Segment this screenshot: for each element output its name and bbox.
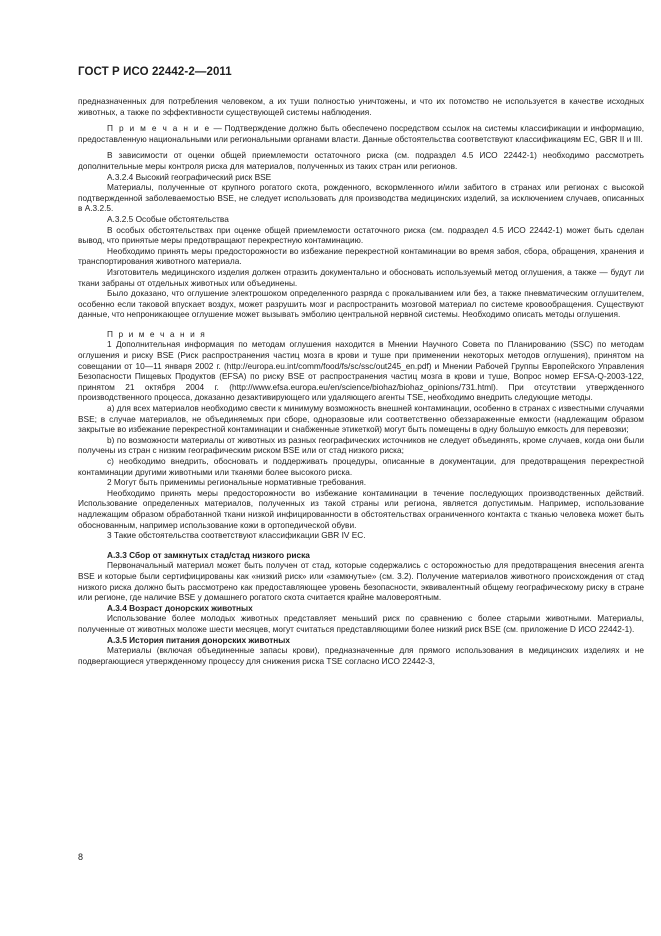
note-item-1a: а) для всех материалов необходимо свести к минимуму возможность внешней контаминации, особенно в странах с известными случаями BSE; в случае материалов, не объединяемых при сборе, одноразовые или соответственно обеззараженные емкости (надлежащим образом закрытые во избежание перекрестной контаминации и снабженные этикеткой) могут быть помещены в одну большую емкость для перевозки; <box>78 403 644 435</box>
note-item-1: 1 Дополнительная информация по методам оглушения находится в Мнении Научного Совета по Планированию (SSC) по методам оглушения и риску BSE (Риск распространения частиц мозга в крови и туше при применении некоторых методов оглушения), принятом на совещании от 10—11 января 2002 г. (http://europa.eu.int/comm/food/fs/sc/ssc/out245_en.pdf) и Мнении Рабочей Группы Европейского Управления Безопасности Пищевых Продуктов (EFSA) по риску BSE от распространения частиц мозга в крови и туше, Вопрос номер EFSA-Q-2003-122, принятом 21 октября 2004 г. (http://www.efsa.europa.eu/en/science/biohaz/biohaz_opinions/731.html). При отсутствии утвержденного производственного процесса, доказанно дезактивирующего или удаляющего агенты TSE, необходимо внедрить следующие методы. <box>78 339 644 403</box>
section-heading-a34: А.3.4 Возраст донорских животных <box>107 602 253 613</box>
note-text: — Подтверждение должно быть обеспечено посредством ссылок на системы классификации и информацию, предоставленную национальными или региональными органами власти. Данные обстоятельства соответствуют классификациям EC, GBR II и III. <box>78 123 644 144</box>
note-item-2: 2 Могут быть применимы региональные нормативные требования. <box>107 477 367 488</box>
note-item-1c: c) необходимо внедрить, обосновать и поддерживать процедуры, описанные в документации, для предотвращения перекрестной контаминации другими животными или тканями более высокого риска. <box>78 456 644 477</box>
paragraph: Было доказано, что оглушение электрошоком определенного разряда с прокалыванием или без, а также пневматическим оглушителем, особенно если таковой впускает воздух, может разрушить мозг и распространить мозговой материал по системе кровообращения. Существуют данные, что непроникающее оглушение может вызывать эмболию центральной нервной системы. Необходимо описать методы оглушения. <box>78 288 644 320</box>
paragraph: Первоначальный материал может быть получен от стад, которые содержались с осторожностью для предотвращения внесения агента BSE и которые были сертифицированы как «низкий риск» или «замкнутые» (см. 3.2). Получение материалов животного происхождения от стад низкого риска должно быть рассмотрено как предоставляющее уровень безопасности, эквивалентный общему географическому риску в стране или регионе, где наличие BSE у домашнего рогатого скота считается крайне маловероятным. <box>78 560 644 603</box>
paragraph: В зависимости от оценки общей приемлемости остаточного риска (см. подраздел 4.5 ИСО 22442-1) необходимо рассмотреть дополнительные меры контроля риска для материалов, полученных из таких стран или регионов. <box>78 150 644 171</box>
note <box>78 123 644 144</box>
paragraph: Изготовитель медицинского изделия должен отразить документально и обосновать используемый метод оглушения, а также — будут ли ткани забраны от отдельных животных или объединены. <box>78 266 644 288</box>
section-heading-a33: А.3.3 Сбор от замкнутых стад/стад низкого риска <box>107 549 310 560</box>
note-item-1b: b) по возможности материалы от животных из разных географических источников не следует объединять, кроме случаев, когда они были получены из стран с низким географическим риском BSE или от стад низкого риска; <box>78 434 644 456</box>
paragraph: Материалы (включая объединенные запасы крови), предназначенные для прямого использования в медицинских изделиях и не подвергающиеся утвержденному процессу для снижения риска TSE согласно ИСО 22442-3, <box>78 645 644 666</box>
paragraph: предназначенных для потребления человеком, а их туши полностью уничтожены, и что их потомство не используется в качестве исходных животных, а также по эффективности существующей системы наблюдения. <box>78 96 644 117</box>
section-heading-a324: А.3.2.4 Высокий географический риск BSE <box>107 171 272 182</box>
note-paragraph: Необходимо принять меры предосторожности во избежание контаминации в течение последующих производственных действий. Использование определенных материалов, полученных из такой страны или региона, является допустимым. Например, использование надлежащим образом обработанной ткани низкой инфицированности в обстоятельствах ограниченного контакта с тканью человека может быть обоснованным, например использование кожи в ортопедической обуви. <box>78 487 644 530</box>
section-heading-a325: А.3.2.5 Особые обстоятельства <box>107 213 229 224</box>
note-item-3: 3 Такие обстоятельства соответствуют классификации GBR IV EC. <box>107 530 366 541</box>
page-number: 8 <box>78 852 84 862</box>
paragraph: В особых обстоятельствах при оценке общей приемлемости остаточного риска (см. подраздел 4.5 ИСО 22442-1) может быть сделан вывод, что принятые меры предотвращают перекрестную контаминацию. <box>78 224 644 246</box>
page-content <box>78 96 644 666</box>
note-label: П р и м е ч а н и е <box>107 123 211 134</box>
paragraph: Использование более молодых животных представляет меньший риск по сравнению с более старыми животными. Материалы, полученные от животных моложе шести месяцев, могут считаться представляющими более низкий риск BSE (см. приложение D ИСО 22442-1). <box>78 613 644 634</box>
page-header: ГОСТ Р ИСО 22442-2—2011 <box>78 66 232 78</box>
paragraph: Материалы, полученные от крупного рогатого скота, рожденного, вскормленного и/или забитого в странах или регионах с высокой подтвержденной заболеваемостью BSE, не следует использовать для производства медицинских изделий, за исключением случаев, описанных в А.3.2.5. <box>78 182 644 214</box>
paragraph: Необходимо принять меры предосторожности во избежание перекрестной контаминации во время забоя, сбора, обращения, хранения и транспортирования животного материала. <box>78 245 644 267</box>
section-heading-a35: А.3.5 История питания донорских животных <box>107 634 290 645</box>
notes-label: П р и м е ч а н и я <box>107 328 207 339</box>
